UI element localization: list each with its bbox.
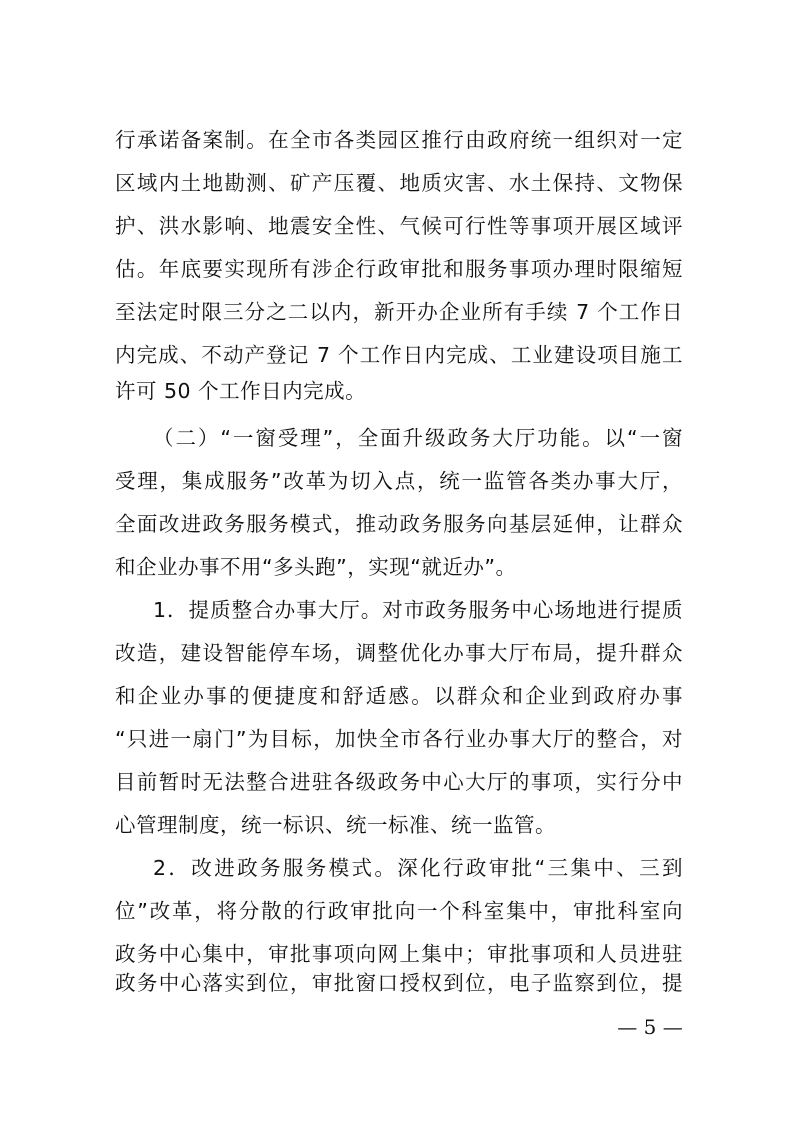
- item-heading-line: 2．改进政务服务模式。深化行政审批“三集中、三到: [153, 856, 683, 880]
- text-line: 至法定时限三分之二以内，新开办企业所有手续 7 个工作日: [115, 300, 683, 324]
- text-line: 内完成、不动产登记 7 个工作日内完成、工业建设项目施工: [115, 343, 683, 367]
- section-heading-line: （二）“一窗受理”，全面升级政务大厅功能。以“一窗: [153, 426, 683, 450]
- text-line: 全面改进政务服务模式，推动政务服务向基层延伸，让群众: [115, 512, 683, 536]
- text-line: 护、洪水影响、地震安全性、气候可行性等事项开展区域评: [115, 214, 683, 238]
- page-number: — 5 —: [617, 1015, 683, 1039]
- text-line: 改造，建设智能停车场，调整优化办事大厅布局，提升群众: [115, 641, 683, 665]
- text-line: 政务中心集中，审批事项向网上集中；审批事项和人员进驻: [115, 942, 683, 966]
- text-line: 政务中心落实到位，审批窗口授权到位，电子监察到位，提: [115, 971, 683, 995]
- text-line: 估。年底要实现所有涉企行政审批和服务事项办理时限缩短: [115, 257, 683, 281]
- item-heading-line: 1．提质整合办事大厅。对市政务服务中心场地进行提质: [153, 598, 683, 622]
- text-line: 目前暂时无法整合进驻各级政务中心大厅的事项，实行分中: [115, 770, 683, 794]
- text-line: 许可 50 个工作日内完成。: [115, 379, 367, 403]
- text-line: 心管理制度，统一标识、统一标准、统一监管。: [115, 813, 556, 837]
- text-line: 位”改革，将分散的行政审批向一个科室集中，审批科室向: [115, 899, 683, 923]
- text-line: 区域内土地勘测、矿产压覆、地质灾害、水土保持、文物保: [115, 171, 683, 195]
- text-line: 和企业办事不用“多头跑”，实现“就近办”。: [115, 555, 517, 579]
- text-line: 行承诺备案制。在全市各类园区推行由政府统一组织对一定: [115, 128, 683, 152]
- text-line: 和企业办事的便捷度和舒适感。以群众和企业到政府办事: [115, 684, 683, 708]
- text-line: “只进一扇门”为目标，加快全市各行业办事大厅的整合，对: [115, 727, 683, 751]
- text-line: 受理，集成服务”改革为切入点，统一监管各类办事大厅，: [115, 469, 683, 493]
